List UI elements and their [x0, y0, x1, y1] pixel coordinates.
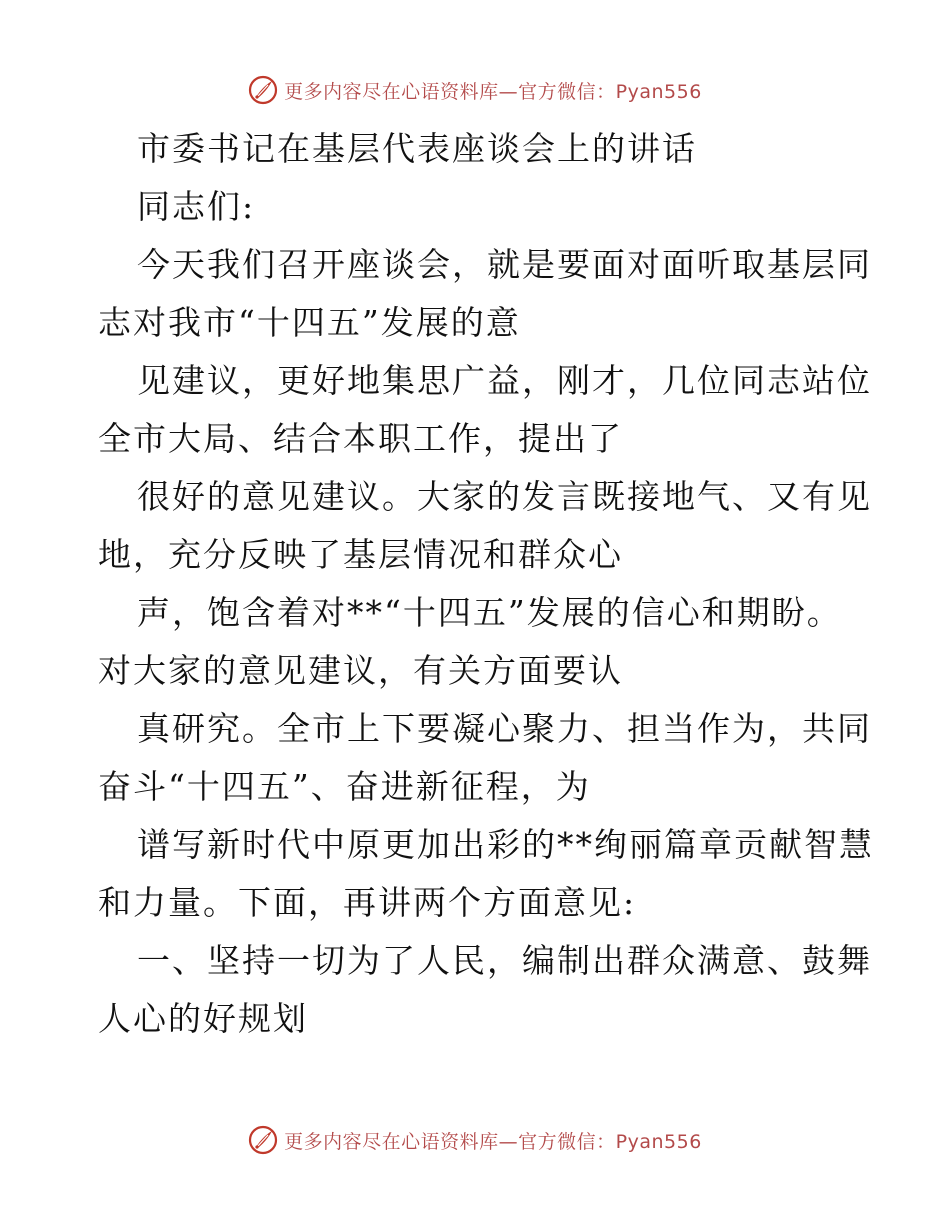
text-line: 声，饱含着对**“十四五”发展的信心和期盼。 — [137, 593, 842, 632]
header-banner — [0, 70, 950, 110]
text-line: 奋斗“十四五”、奋进新征程，为 — [98, 767, 591, 806]
text-line: 今天我们召开座谈会，就是要面对面听取基层同 — [137, 245, 872, 284]
text-line: 谱写新时代中原更加出彩的**绚丽篇章贡献智慧 — [137, 825, 874, 864]
text-line: 志对我市“十四五”发展的意 — [98, 303, 521, 342]
section-heading: 一、坚持一切为了人民，编制出群众满意、鼓舞 — [137, 941, 872, 980]
footer-banner — [0, 1120, 950, 1160]
header-banner-text: 更多内容尽在心语资料库—官方微信：Pyan556 — [284, 80, 702, 103]
salutation: 同志们: — [137, 187, 256, 226]
text-line: 全市大局、结合本职工作，提出了 — [98, 419, 623, 458]
text-line: 很好的意见建议。大家的发言既接地气、又有见 — [137, 477, 872, 516]
section-heading-continued: 人心的好规划 — [98, 999, 308, 1038]
feather-pen-logo-icon — [248, 75, 278, 105]
feather-pen-logo-icon — [248, 1125, 278, 1155]
document-body — [98, 120, 874, 1048]
footer-banner-text: 更多内容尽在心语资料库—官方微信：Pyan556 — [284, 1130, 702, 1153]
text-line: 和力量。下面，再讲两个方面意见: — [98, 883, 637, 922]
header-banner-content — [248, 75, 702, 105]
text-line: 真研究。全市上下要凝心聚力、担当作为，共同 — [137, 709, 872, 748]
text-line: 见建议，更好地集思广益，刚才，几位同志站位 — [137, 361, 872, 400]
text-line: 对大家的意见建议，有关方面要认 — [98, 651, 623, 690]
footer-banner-content — [248, 1125, 702, 1155]
document-title: 市委书记在基层代表座谈会上的讲话 — [137, 129, 697, 168]
text-line: 地，充分反映了基层情况和群众心 — [98, 535, 623, 574]
